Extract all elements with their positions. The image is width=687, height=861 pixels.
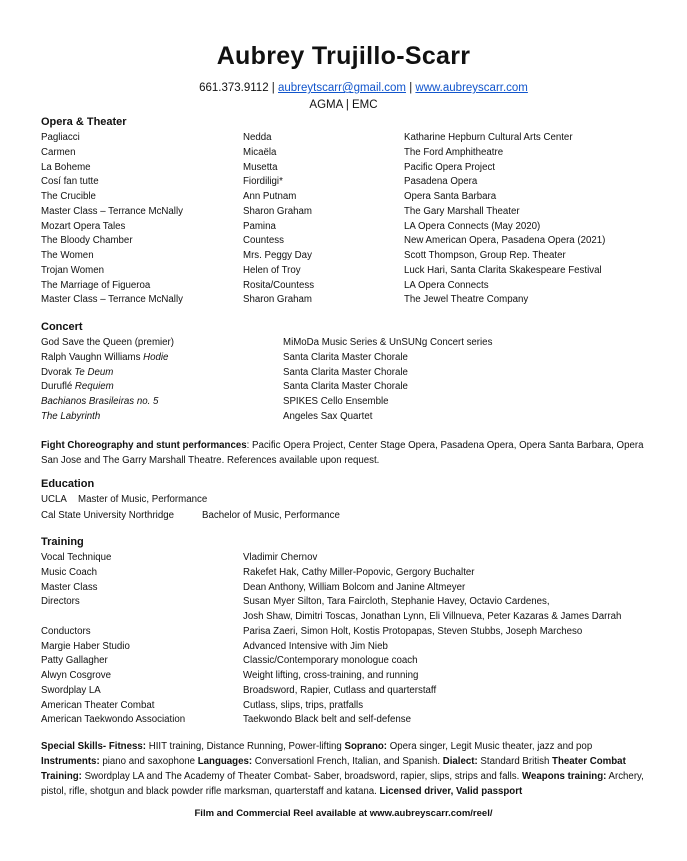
opera-row <box>41 249 661 263</box>
concert-presenter: Santa Clarita Master Chorale <box>283 351 408 363</box>
reel-footer: Film and Commercial Reel available at www.aubreyscarr.com/reel/ <box>194 808 493 819</box>
training-category: Music Coach <box>41 566 97 578</box>
opera-row <box>41 293 661 307</box>
company-name: The Jewel Theatre Company <box>404 294 529 306</box>
production-title: The Crucible <box>41 191 96 202</box>
training-detail: Classic/Contemporary monologue coach <box>243 655 418 667</box>
contact-line <box>0 82 687 94</box>
training-row <box>41 551 661 565</box>
concert-presenter: SPIKES Cello Ensemble <box>283 396 389 407</box>
skills-text: Standard British <box>477 756 553 767</box>
company-name: The Gary Marshall Theater <box>404 205 520 217</box>
education-school: UCLA <box>41 494 67 505</box>
production-title: Mozart Opera Tales <box>41 220 126 232</box>
training-category: Swordplay LA <box>41 684 101 696</box>
company-name: Luck Hari, Santa Clarita Skakespeare Festival <box>404 264 602 276</box>
concert-work: Dvorak Te Deum <box>41 366 114 378</box>
separator: | <box>409 82 413 94</box>
education-row <box>41 509 661 523</box>
training-row <box>41 654 661 668</box>
training-row <box>41 595 661 609</box>
education-degree: Bachelor of Music, Performance <box>202 510 340 521</box>
training-row <box>41 684 661 698</box>
training-detail: Rakefet Hak, Cathy Miller-Popovic, Gergory Buchalter <box>243 566 475 578</box>
concert-work: The Labyrinth <box>41 410 101 422</box>
training-detail: Weight lifting, cross-training, and running <box>243 670 419 681</box>
phone-number: 661.373.9112 <box>199 82 269 94</box>
training-detail: Josh Shaw, Dimitri Toscas, Jonathan Lynn, Eli Villnueva, Peter Kazaras & James Darrah <box>243 611 622 622</box>
opera-row <box>41 205 661 219</box>
production-title: Master Class – Terrance McNally <box>41 294 183 306</box>
role-name: Ann Putnam <box>243 191 297 202</box>
training-category: American Taekwondo Association <box>41 714 186 726</box>
concert-presenter: Angeles Sax Quartet <box>283 410 373 422</box>
training-row <box>41 699 661 713</box>
website-link[interactable]: www.aubreyscarr.com <box>415 82 528 94</box>
skills-label-weapons: Weapons training: <box>522 771 607 782</box>
training-detail: Cutlass, slips, trips, pratfalls <box>243 699 364 711</box>
training-detail: Taekwondo Black belt and self-defense <box>243 714 412 726</box>
company-name: LA Opera Connects <box>404 279 489 291</box>
section-heading-opera: Opera & Theater <box>41 116 127 128</box>
concert-row <box>41 336 661 350</box>
company-name: The Ford Amphitheatre <box>404 146 504 158</box>
production-title: Master Class – Terrance McNally <box>41 205 183 217</box>
training-category: Master Class <box>41 581 98 593</box>
production-title: Trojan Women <box>41 264 104 276</box>
skills-text: Archery, pistol, rifle, shotgun and black powder rifle marksman, quarterstaff and katana. <box>41 771 644 797</box>
skills-label-instruments: Instruments: <box>41 756 100 767</box>
training-category: Directors <box>41 596 80 608</box>
training-row <box>41 640 661 654</box>
role-name: Pamina <box>243 220 276 232</box>
training-detail: Vladimir Chernov <box>243 552 318 563</box>
separator: | <box>271 82 275 94</box>
company-name: LA Opera Connects (May 2020) <box>404 220 541 232</box>
skills-text: Conversationl French, Italian, and Spanish. <box>252 756 443 767</box>
opera-row <box>41 264 661 278</box>
fight-text: : Pacific Opera Project, Center Stage Opera, Pasadena Opera, Opera Santa Barbara, Opera San Jose and The Garry Marshall Theatre. References available upon request. <box>41 440 644 466</box>
union-affiliations: AGMA | EMC <box>309 99 378 111</box>
training-row <box>41 669 661 683</box>
role-name: Countess <box>243 235 284 247</box>
role-name: Mrs. Peggy Day <box>243 250 312 261</box>
opera-row <box>41 161 661 175</box>
skills-text: Swordplay LA and The Academy of Theater Combat- Saber, broadsword, rapier, slips, strips and falls. <box>81 771 523 782</box>
education-school: Cal State University Northridge <box>41 510 174 521</box>
concert-work: Ralph Vaughn Williams Hodie <box>41 351 169 363</box>
concert-work: God Save the Queen (premier) <box>41 337 174 348</box>
education-degree: Master of Music, Performance <box>78 494 208 505</box>
training-detail: Advanced Intensive with Jim Nieb <box>243 640 388 652</box>
training-detail: Dean Anthony, William Bolcom and Janine Altmeyer <box>243 581 466 593</box>
opera-row <box>41 131 661 145</box>
fight-label: Fight Choreography and stunt performances <box>41 440 247 451</box>
company-name: Pasadena Opera <box>404 176 478 188</box>
opera-row <box>41 175 661 189</box>
concert-presenter: Santa Clarita Master Chorale <box>283 366 408 378</box>
concert-presenter: Santa Clarita Master Chorale <box>283 381 408 393</box>
role-name: Sharon Graham <box>243 205 312 217</box>
training-row <box>41 625 661 639</box>
skills-text: piano and saxophone <box>99 756 198 767</box>
company-name: Katharine Hepburn Cultural Arts Center <box>404 132 573 143</box>
production-title: Carmen <box>41 146 76 158</box>
concert-row <box>41 366 661 380</box>
opera-row <box>41 234 661 248</box>
training-category: Vocal Technique <box>41 552 112 563</box>
training-category: Conductors <box>41 625 91 637</box>
section-heading-training: Training <box>41 536 84 548</box>
skills-label-soprano: Soprano: <box>344 741 388 752</box>
role-name: Musetta <box>243 161 278 173</box>
company-name: Pacific Opera Project <box>404 161 495 173</box>
skills-label-combat: Theater Combat Training: <box>41 756 626 782</box>
role-name: Helen of Troy <box>243 264 301 276</box>
role-name: Micaëla <box>243 146 277 158</box>
special-skills-paragraph <box>41 739 653 799</box>
training-category: Alwyn Cosgrove <box>41 670 111 681</box>
fight-choreography-paragraph <box>41 438 653 468</box>
training-row <box>41 581 661 595</box>
skills-label-languages: Languages: <box>197 756 253 767</box>
production-title: The Women <box>41 250 94 261</box>
opera-row <box>41 279 661 293</box>
training-detail: Parisa Zaeri, Simon Holt, Kostis Protopapas, Steven Stubbs, Joseph Marcheso <box>243 625 583 637</box>
skills-label-dialect: Dialect: <box>442 756 478 767</box>
training-detail: Broadsword, Rapier, Cutlass and quarterstaff <box>243 684 437 696</box>
training-category: Patty Gallagher <box>41 655 108 667</box>
production-title: La Boheme <box>41 161 91 173</box>
training-category: Margie Haber Studio <box>41 640 130 652</box>
concert-work: Duruflé Requiem <box>41 381 114 393</box>
company-name: New American Opera, Pasadena Opera (2021) <box>404 235 606 247</box>
role-name: Fiordiligi* <box>243 176 283 188</box>
section-heading-concert: Concert <box>41 321 83 333</box>
training-row <box>41 610 661 624</box>
opera-row <box>41 220 661 234</box>
training-row <box>41 566 661 580</box>
section-heading-education: Education <box>41 478 95 490</box>
training-category: American Theater Combat <box>41 699 155 711</box>
concert-row <box>41 395 661 409</box>
email-link[interactable]: aubreytscarr@gmail.com <box>278 82 406 94</box>
role-name: Nedda <box>243 132 272 143</box>
production-title: The Bloody Chamber <box>41 235 133 247</box>
skills-text: HIIT training, Distance Running, Power-lifting <box>146 741 345 752</box>
production-title: Pagliacci <box>41 132 80 143</box>
opera-row <box>41 190 661 204</box>
concert-row <box>41 380 661 394</box>
role-name: Rosita/Countess <box>243 279 315 291</box>
company-name: Opera Santa Barbara <box>404 191 497 202</box>
concert-presenter: MiMoDa Music Series & UnSUNg Concert series <box>283 337 493 348</box>
production-title: The Marriage of Figueroa <box>41 279 151 291</box>
education-row <box>41 493 661 507</box>
production-title: Cosí fan tutte <box>41 176 99 188</box>
resume-name: Aubrey Trujillo-Scarr <box>216 42 471 70</box>
skills-text: Opera singer, Legit Music theater, jazz and pop <box>387 741 593 752</box>
training-detail: Susan Myer Silton, Tara Faircloth, Stephanie Havey, Octavio Cardenes, <box>243 596 550 608</box>
concert-work: Bachianos Brasileiras no. 5 <box>41 396 159 407</box>
opera-row <box>41 146 661 160</box>
training-row <box>41 713 661 727</box>
role-name: Sharon Graham <box>243 294 312 306</box>
skills-label-license: Licensed driver, Valid passport <box>379 786 523 797</box>
skills-label-fitness: Special Skills- Fitness: <box>41 741 146 752</box>
concert-row <box>41 410 661 424</box>
company-name: Scott Thompson, Group Rep. Theater <box>404 250 566 261</box>
concert-row <box>41 351 661 365</box>
